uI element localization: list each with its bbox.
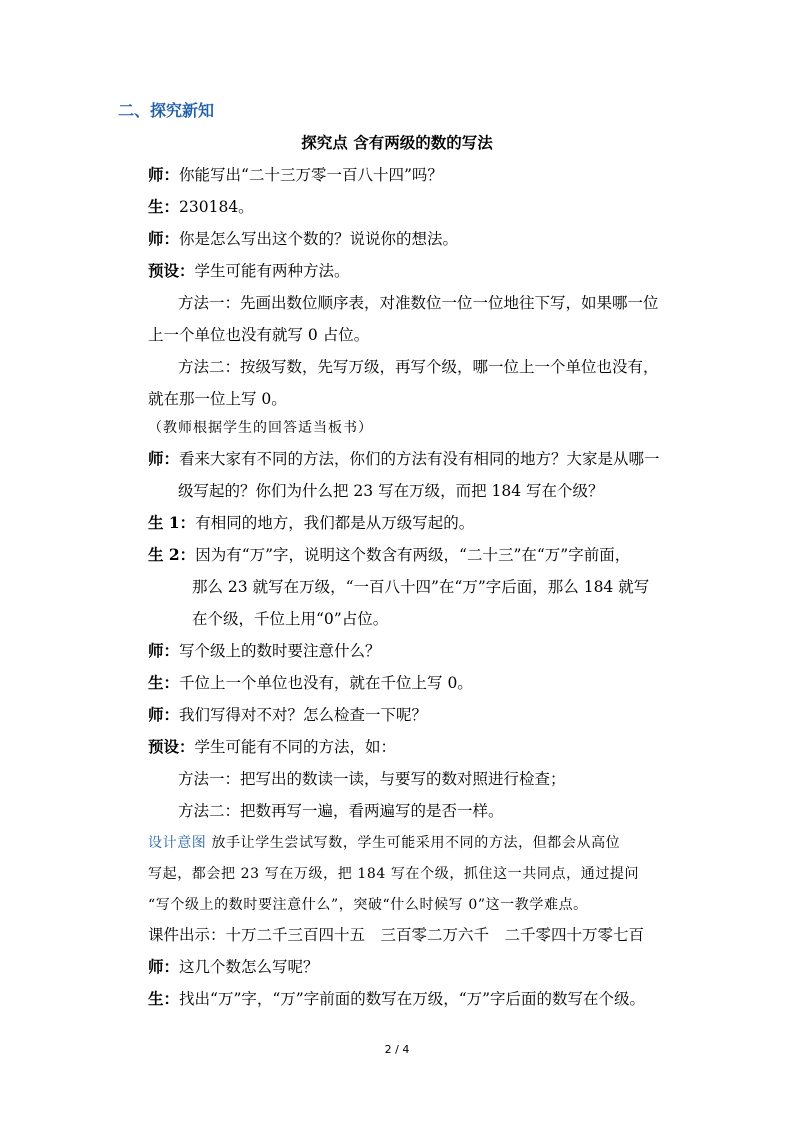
method-line: 就在那一位上写 0。: [148, 390, 287, 408]
design-intent: “写个级上的数时要注意什么”，突破“什么时候写 0”这一教学难点。: [148, 897, 588, 913]
dialogue-line: 师：你是怎么写出这个数的？说说你的想法。: [148, 229, 459, 248]
dialogue-line: 预设：学生可能有两种方法。: [148, 261, 350, 280]
courseware-line: 课件出示：十万二千三百四十五 三百零二万六千 二千零四十万零七百: [148, 926, 645, 944]
dialogue-line: 师：这几个数怎么写呢？: [148, 957, 319, 976]
design-intent: 写起，都会把 23 写在万级，把 184 写在个级，抓住这一共同点，通过提问: [148, 866, 640, 882]
dialogue-line: 生：230184。: [148, 197, 254, 216]
method-line: 方法二：把数再写一遍，看两遍写的是否一样。: [178, 802, 504, 820]
method-line: 方法一：把写出的数读一读，与要写的数对照进行检查；: [178, 770, 566, 788]
method-line: 方法一：先画出数位顺序表，对准数位一位一位地往下写，如果哪一位: [178, 294, 659, 312]
dialogue-line: 师：你能写出“二十三万零一百八十四”吗？: [148, 165, 443, 184]
dialogue-line: 师：写个级上的数时要注意什么？: [148, 641, 381, 660]
dialogue-line: 级写起的？你们为什么把 23 写在万级，而把 184 写在个级？: [178, 482, 604, 500]
method-line: 方法二：按级写数，先写万级，再写个级，哪一位上一个单位也没有，: [178, 358, 659, 376]
dialogue-line: 师：我们写得对不对？怎么检查一下呢？: [148, 705, 428, 724]
method-line: 上一个单位也没有就写 0 占位。: [148, 326, 370, 344]
dialogue-line: 那么 23 就写在万级，“一百八十四”在“万”字后面，那么 184 就写: [192, 578, 650, 596]
dialogue-line: 在个级，千位上用“0”占位。: [192, 610, 389, 628]
section-heading: 二、探究新知: [118, 101, 215, 120]
dialogue-line: 师：看来大家有不同的方法，你们的方法有没有相同的地方？大家是从哪一: [148, 449, 660, 468]
design-intent: 设计意图 放手让学生尝试写数，学生可能采用不同的方法，但都会从高位: [148, 835, 621, 851]
dialogue-line: 预设：学生可能有不同的方法，如：: [148, 737, 397, 756]
dialogue-line: 生：千位上一个单位也没有，就在千位上写 0。: [148, 673, 473, 692]
page-number: 2 / 4: [384, 1043, 410, 1056]
dialogue-line: 生 2：因为有“万”字，说明这个数含有两级，“二十三”在“万”字前面，: [148, 545, 631, 564]
dialogue-line: 生 1：有相同的地方，我们都是从万级写起的。: [148, 513, 475, 532]
dialogue-line: 生：找出“万”字，“万”字前面的数写在万级，“万”字后面的数写在个级。: [148, 989, 646, 1008]
teacher-note: （教师根据学生的回答适当板书）: [148, 420, 373, 436]
section-subtitle: 探究点 含有两级的数的写法: [301, 133, 493, 152]
